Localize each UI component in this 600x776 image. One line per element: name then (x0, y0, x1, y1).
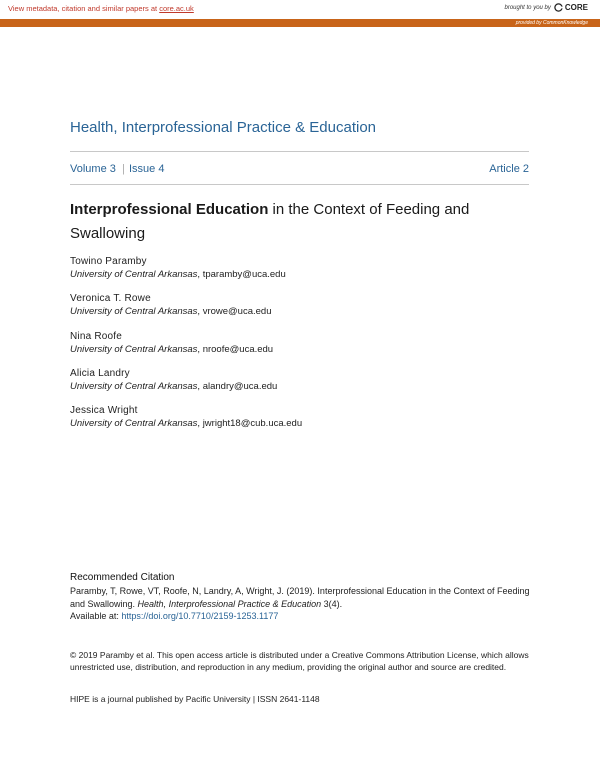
author-entry (70, 255, 530, 292)
author-affiliation (70, 343, 530, 356)
core-logo[interactable] (554, 3, 588, 12)
author-list (70, 255, 530, 441)
author-entry (70, 330, 530, 367)
author-institution: University of Central Arkansas (70, 380, 198, 392)
recommended-citation (70, 571, 530, 623)
author-institution: University of Central Arkansas (70, 418, 198, 430)
brought-text: brought to you by (504, 4, 551, 11)
journal-title[interactable]: Health, Interprofessional Practice & Education (70, 119, 376, 136)
author-affiliation (70, 268, 530, 281)
author-name: Alicia Landry (70, 367, 130, 379)
author-entry (70, 292, 530, 329)
author-affiliation (70, 380, 530, 393)
issue-link[interactable]: Issue 4 (129, 163, 165, 175)
author-institution: University of Central Arkansas (70, 269, 198, 280)
citation-body (70, 585, 530, 623)
core-topbar (0, 0, 600, 19)
core-label: CORE (564, 3, 588, 12)
author-entry (70, 404, 530, 441)
citation-heading: Recommended Citation (70, 572, 175, 583)
core-logo-icon (554, 3, 563, 12)
author-name: Towino Paramby (70, 256, 147, 267)
metadata-domain[interactable]: core.ac.uk (159, 4, 194, 13)
author-name: Jessica Wright (70, 405, 138, 417)
citation-journal: Health, Interprofessional Practice & Education (137, 598, 322, 609)
author-affiliation (70, 305, 530, 318)
author-email: , jwright18@cub.uca.edu (197, 418, 303, 430)
author-institution: University of Central Arkansas (70, 343, 198, 355)
author-institution: University of Central Arkansas (70, 306, 198, 318)
metadata-text: View metadata, citation and similar papers at (8, 4, 160, 13)
author-name: Veronica T. Rowe (70, 293, 151, 305)
provider-banner (0, 19, 600, 27)
author-affiliation (70, 417, 530, 430)
article-number[interactable]: Article 2 (489, 163, 529, 175)
license-statement: © 2019 Paramby et al. This open access article is distributed under a Creative Commons Attribution License, which allows unrestricted use, distribution, and reproduction in any medium, providing the original author and source are credited. (70, 650, 529, 672)
publisher-line: HIPE is a journal published by Pacific University | ISSN 2641-1148 (70, 694, 320, 704)
author-email: , tparamby@uca.edu (197, 269, 286, 280)
citation-issue: 3(4). (321, 598, 343, 609)
article-title-bold: Interprofessional Education (70, 201, 269, 218)
citation-text: Paramby, T, Rowe, VT, Roofe, N, Landry, A, Wright, J. (2019). Interprofessional Education in the Context of Feeding and Swallowing. (70, 586, 530, 609)
article-title (70, 198, 510, 246)
bottom-divider (70, 184, 529, 185)
volume-link[interactable]: Volume 3 (70, 163, 116, 175)
author-entry (70, 367, 530, 404)
metadata-link[interactable] (8, 4, 194, 13)
provided-by-text[interactable]: provided by CommonKnowledge (515, 20, 588, 26)
top-divider (70, 151, 529, 152)
author-email: , alandry@uca.edu (197, 380, 278, 392)
doi-link[interactable]: https://doi.org/10.7710/2159-1253.1177 (121, 611, 279, 621)
article-title-rest: in the Context of Feeding and Swallowing (70, 201, 470, 242)
author-email: , nroofe@uca.edu (197, 343, 274, 355)
author-email: , vrowe@uca.edu (197, 306, 272, 318)
brought-to-you (505, 3, 589, 12)
issue-separator: | (122, 163, 125, 175)
available-label: Available at: (70, 611, 122, 621)
author-name: Nina Roofe (70, 330, 123, 342)
